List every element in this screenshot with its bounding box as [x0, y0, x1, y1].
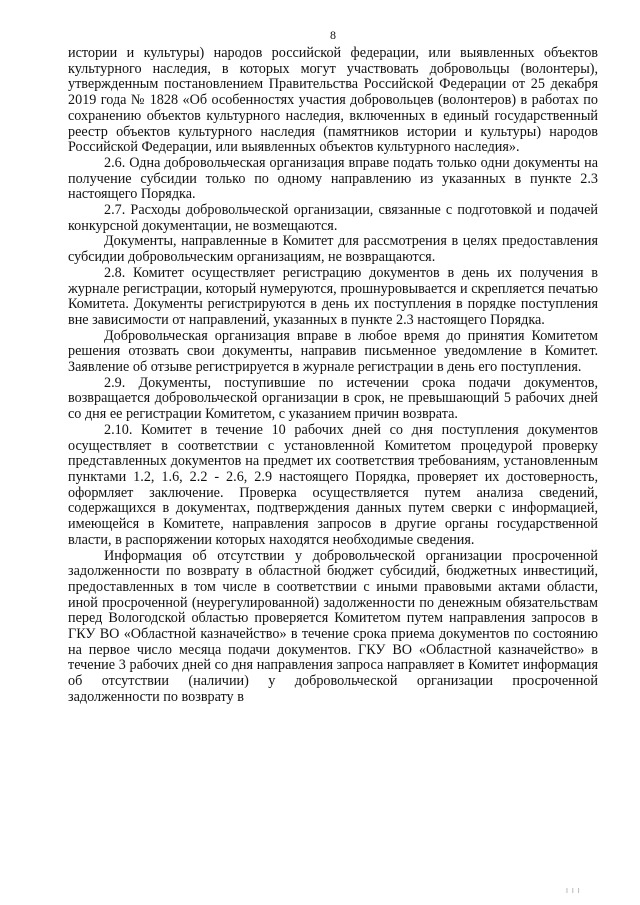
- footer-mark: I I I: [566, 888, 581, 895]
- paragraph-2-7: 2.7. Расходы добровольческой организации, связанные с подготовкой и подачей конкурсной документации, не возмещаются.: [68, 202, 598, 234]
- paragraph-2-8: 2.8. Комитет осуществляет регистрацию документов в день их получения в журнале регистрации, который нумеруются, прошнуровывается и скрепляется печатью Комитета. Документы регистрируются в день их поступления в порядке поступления вне зависимости от направлений, указанных в пункте 2.3 настоящего Порядка.: [68, 264, 598, 328]
- paragraph-documents-not-returned: Документы, направленные в Комитет для рассмотрения в целях предоставления субсидии добровольческим организациям, не возвращаются.: [68, 233, 598, 266]
- paragraph-2-10: 2.10. Комитет в течение 10 рабочих дней со дня поступления документов осуществляет в соответствии с установленной Комитетом процедурой проверку представленных документов на предмет их соответствия требованиям, установленным пунктами 1.2, 1.6, 2.2 - 2.6, 2.9 настоящего Порядка, проверяет их достоверность, оформляет заключение. Проверка осуществляется путем анализа сведений, содержащихся в документах, подтверждения данных путем сверки с информацией, имеющейся в Комитете, направления запросов в другие органы государственной власти, в распоряжении которых находятся необходимые сведения.: [68, 421, 598, 548]
- paragraph-debt-info: Информация об отсутствии у добровольческой организации просроченной задолженности по возврату в областной бюджет субсидий, бюджетных инвестиций, предоставленных в том числе в соответствии с иными правовыми актами области, иной просроченной (неурегулированной) задолженности по денежным обязательствам перед Вологодской областью проверяется Комитетом путем направления запросов в ГКУ ВО «Областной казначейство» в течение срока приема документов по состоянию на первое число месяца подачи документов. ГКУ ВО «Областной казначейство» в течение 3 рабочих дней со дня направления запроса направляет в Комитет информация об отсутствии (наличии) у добровольческой организации просроченной задолженности по возврату в: [68, 547, 598, 705]
- page-number: 8: [330, 28, 336, 42]
- document-page: [68, 0, 598, 706]
- paragraph-2-6: 2.6. Одна добровольческая организация вправе подать только одни документы на получение субсидии только по одному направлению из указанных в пункте 2.3 настоящего Порядка.: [68, 154, 598, 203]
- paragraph-withdrawal: Добровольческая организация вправе в любое время до принятия Комитетом решения отозвать свои документы, направив письменное уведомление в Комитет. Заявление об отзыве регистрируется в журнале регистрации в день его поступления.: [68, 327, 598, 376]
- paragraph-2-9: 2.9. Документы, поступившие по истечении срока подачи документов, возвращается добровольческой организации в срок, не превышающий 5 рабочих дней со дня ее регистрации Комитетом, с указанием причин возврата.: [68, 374, 598, 423]
- paragraph-continuation: истории и культуры) народов российской федерации, или выявленных объектов культурного наследия, в которых могут участвовать добровольцы (волонтеры), утвержденным постановлением Правительства Российской Федерации от 25 декабря 2019 года № 1828 «Об особенностях участия добровольцев (волонтеров) в работах по сохранению объектов культурного наследия, включенных в единый государственный реестр объектов культурного наследия (памятников истории и культуры) народов Российской Федерации, или выявленных объектов культурного наследия».: [68, 45, 598, 156]
